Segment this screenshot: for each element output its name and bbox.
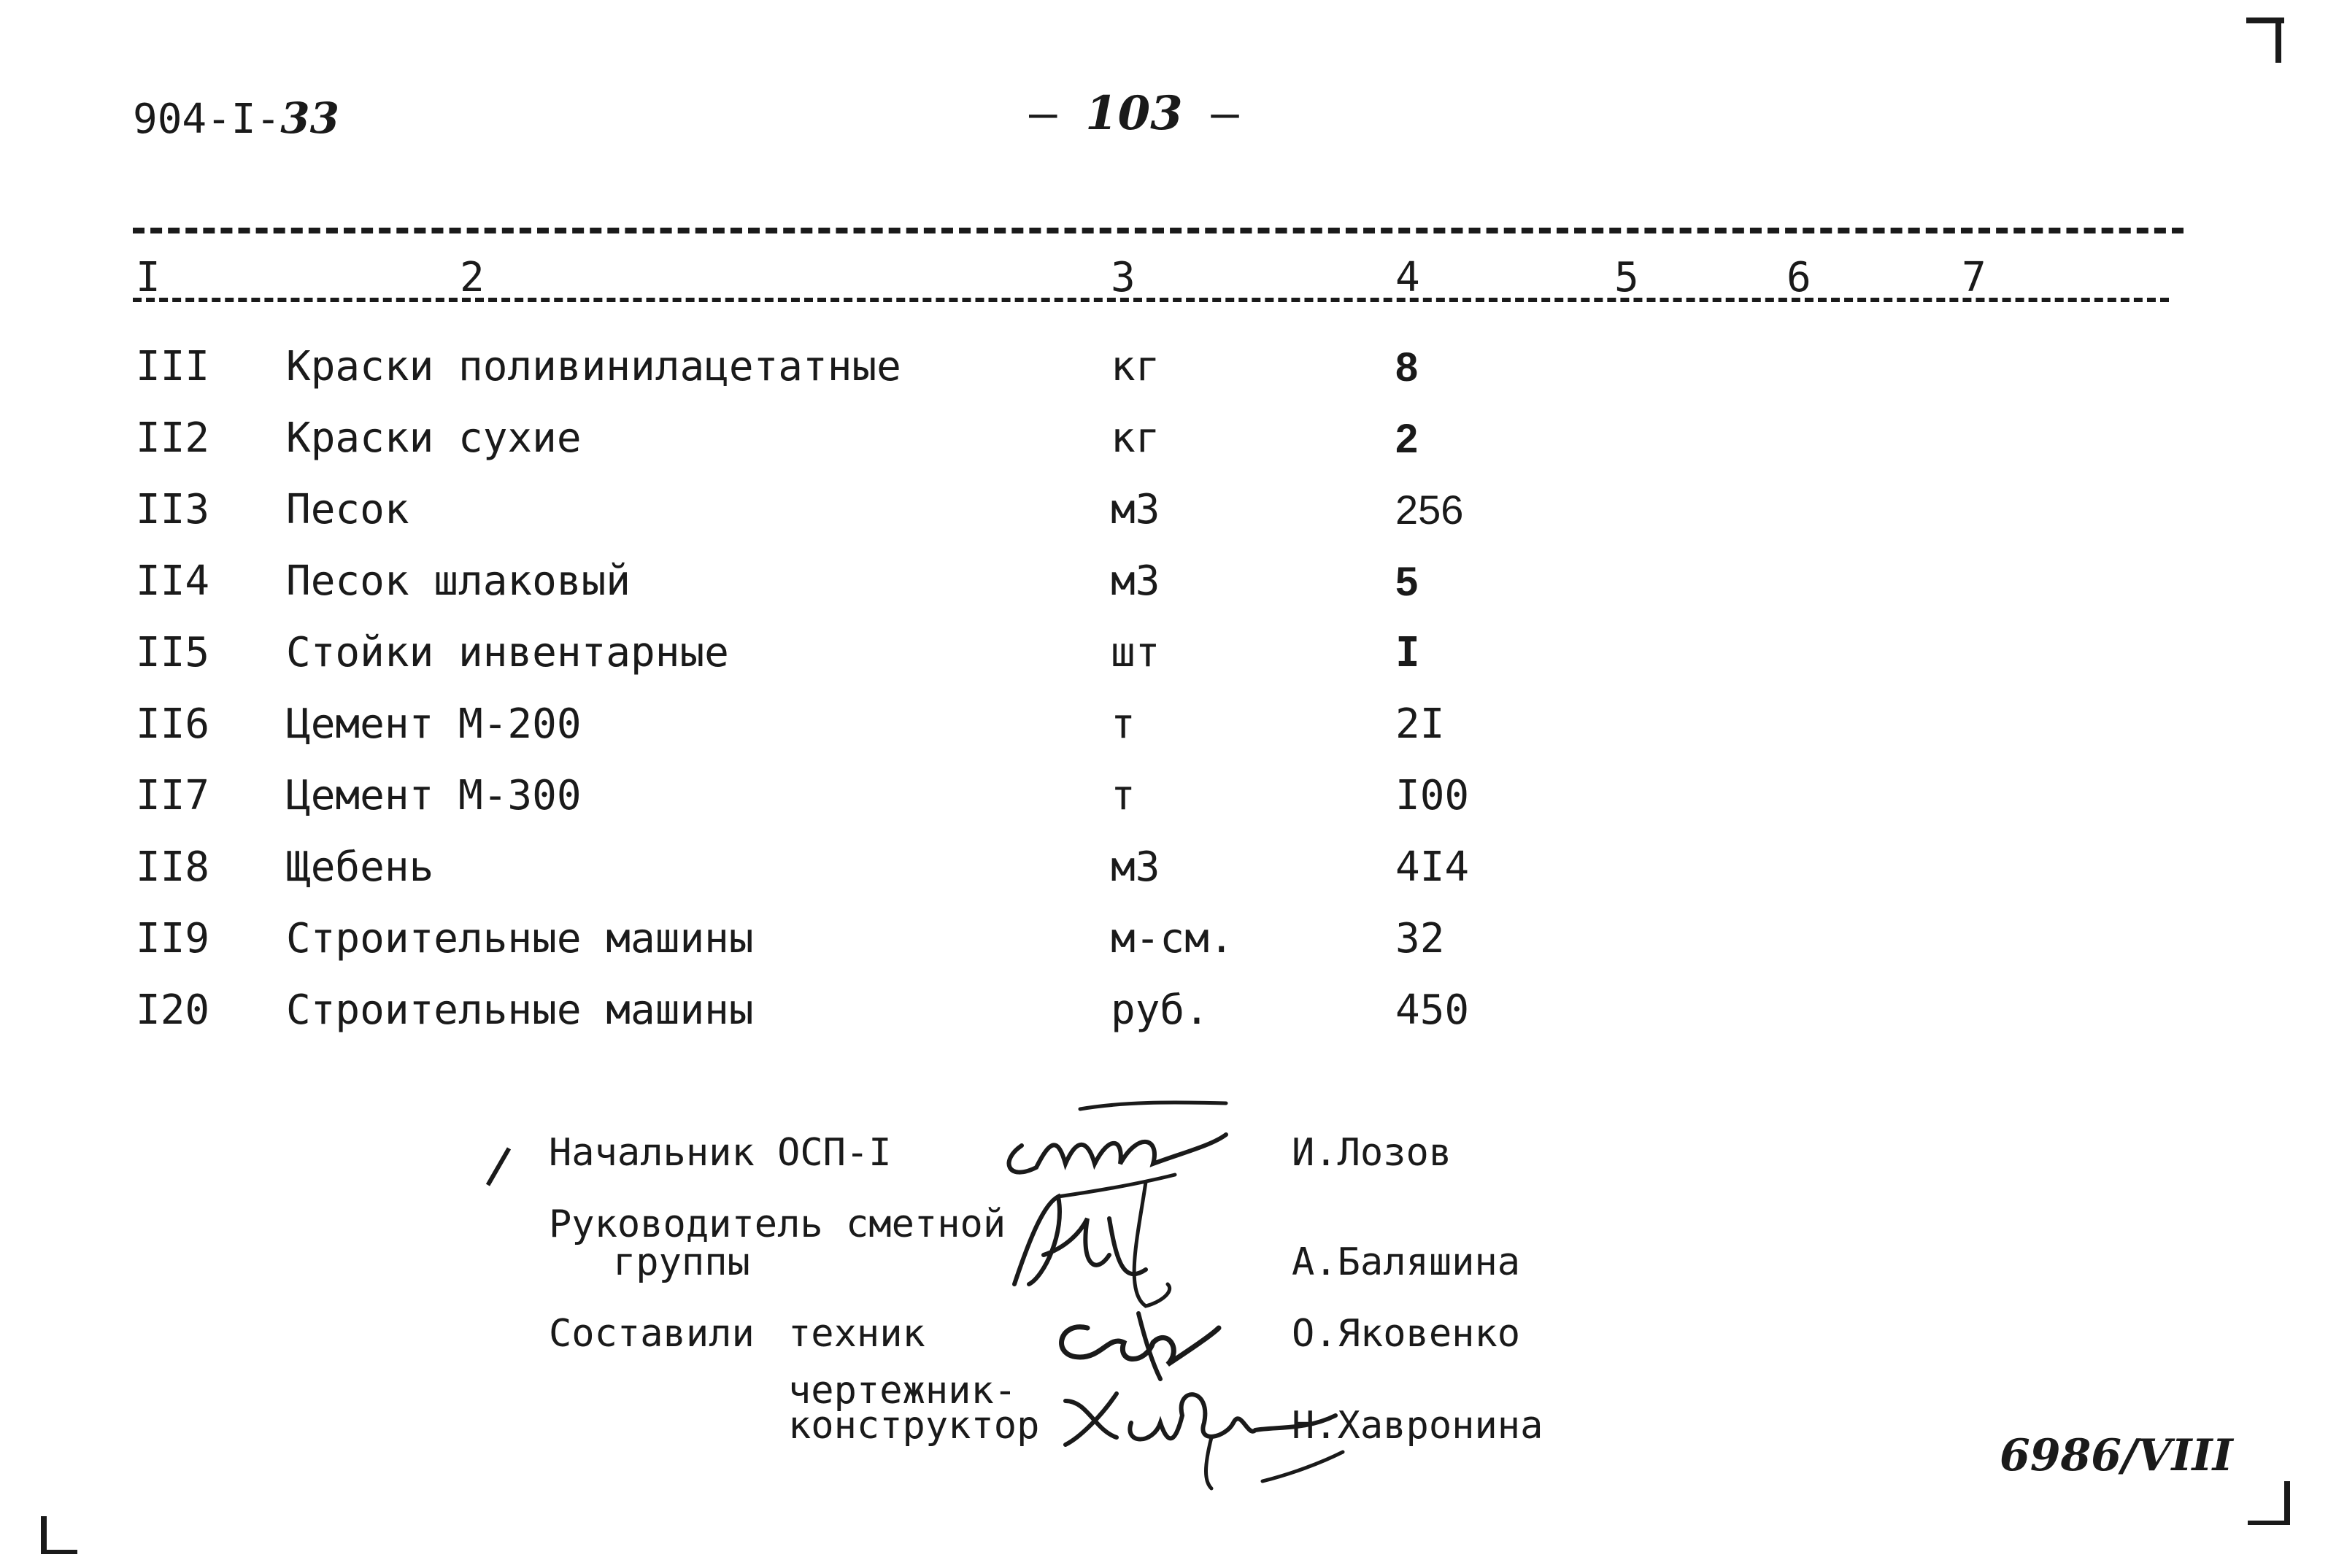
row-number: II6 bbox=[136, 700, 210, 748]
page-number-value: 103 bbox=[1085, 86, 1183, 141]
head-title-line2: группы bbox=[613, 1240, 750, 1284]
column-header-rule bbox=[133, 298, 2169, 302]
row-quantity: 5 bbox=[1395, 558, 1419, 604]
row-unit: м3 bbox=[1111, 486, 1160, 533]
row-quantity: I00 bbox=[1395, 772, 1470, 819]
document-code-handwritten: 33 bbox=[280, 93, 340, 143]
row-unit: руб. bbox=[1111, 986, 1209, 1034]
head-title-line1: Руководитель сметной bbox=[549, 1202, 1006, 1246]
column-number-1: I bbox=[136, 254, 161, 301]
row-number: II8 bbox=[136, 843, 210, 891]
corner-mark-bottom-right bbox=[2284, 1481, 2290, 1525]
drafter-title-line1: чертежник- bbox=[788, 1369, 1017, 1413]
drafter-title-line2: конструктор bbox=[788, 1404, 1040, 1448]
row-number: II5 bbox=[136, 629, 210, 676]
row-name: Песок шлаковый bbox=[286, 557, 631, 605]
tech-name: О.Яковенко bbox=[1292, 1312, 1521, 1356]
row-quantity: 2I bbox=[1395, 700, 1445, 748]
row-quantity: 450 bbox=[1395, 986, 1470, 1034]
drafter-name: Н.Хавронина bbox=[1292, 1404, 1543, 1448]
row-unit: кг bbox=[1111, 414, 1160, 462]
row-number: II4 bbox=[136, 557, 210, 605]
row-unit: кг bbox=[1111, 343, 1160, 390]
row-unit: т bbox=[1111, 700, 1136, 748]
row-quantity: 2 bbox=[1395, 415, 1419, 461]
row-unit: шт bbox=[1111, 629, 1160, 676]
chief-title: Начальник ОСП-I bbox=[549, 1131, 892, 1175]
drafter-signature bbox=[1058, 1372, 1350, 1496]
column-number-2: 2 bbox=[460, 254, 485, 301]
row-number: II2 bbox=[136, 414, 210, 462]
row-name: Краски сухие bbox=[286, 414, 582, 462]
column-number-7: 7 bbox=[1962, 254, 1986, 301]
row-name: Цемент М-300 bbox=[286, 772, 582, 819]
corner-mark-top-right-stem bbox=[2275, 18, 2281, 63]
column-number-4: 4 bbox=[1395, 254, 1420, 301]
head-name: А.Баляшина bbox=[1292, 1240, 1521, 1284]
head-signature bbox=[1000, 1175, 1190, 1321]
row-number: I20 bbox=[136, 986, 210, 1034]
document-code bbox=[133, 93, 339, 143]
row-name: Щебень bbox=[286, 843, 434, 891]
chief-name: И.Лозов bbox=[1292, 1131, 1452, 1175]
row-number: II3 bbox=[136, 486, 210, 533]
row-name: Строительные машины bbox=[286, 986, 754, 1034]
row-unit: м3 bbox=[1111, 557, 1160, 605]
row-quantity: 256 bbox=[1395, 487, 1464, 533]
column-number-5: 5 bbox=[1614, 254, 1639, 301]
tech-title: техник bbox=[788, 1312, 925, 1356]
compiled-label: Составили bbox=[549, 1312, 755, 1356]
row-quantity: 32 bbox=[1395, 915, 1445, 962]
row-quantity: 8 bbox=[1395, 344, 1419, 390]
row-name: Песок bbox=[286, 486, 409, 533]
row-unit: м3 bbox=[1111, 843, 1160, 891]
row-number: II7 bbox=[136, 772, 210, 819]
row-number: III bbox=[136, 343, 210, 390]
row-unit: т bbox=[1111, 772, 1136, 819]
archive-number: 6986/VIII bbox=[2000, 1430, 2233, 1481]
column-number-6: 6 bbox=[1787, 254, 1811, 301]
chief-signature bbox=[993, 1094, 1241, 1182]
row-name: Стойки инвентарные bbox=[286, 629, 729, 676]
row-unit: м-см. bbox=[1111, 915, 1234, 962]
corner-mark-bottom-left bbox=[41, 1516, 47, 1553]
row-quantity: I bbox=[1395, 629, 1420, 676]
row-number: II9 bbox=[136, 915, 210, 962]
signature-tick-mark bbox=[486, 1147, 511, 1186]
page-number: – 103 – bbox=[1029, 86, 1239, 141]
table-top-rule bbox=[133, 228, 2184, 233]
row-name: Строительные машины bbox=[286, 915, 754, 962]
row-name: Краски поливинилацетатные bbox=[286, 343, 901, 390]
document-code-prefix: 904-I- bbox=[133, 96, 281, 143]
column-number-3: 3 bbox=[1111, 254, 1136, 301]
corner-mark-bottom-right-foot bbox=[2248, 1521, 2290, 1525]
row-name: Цемент М-200 bbox=[286, 700, 582, 748]
row-quantity: 4I4 bbox=[1395, 843, 1470, 891]
corner-mark-bottom-left-foot bbox=[41, 1550, 77, 1554]
